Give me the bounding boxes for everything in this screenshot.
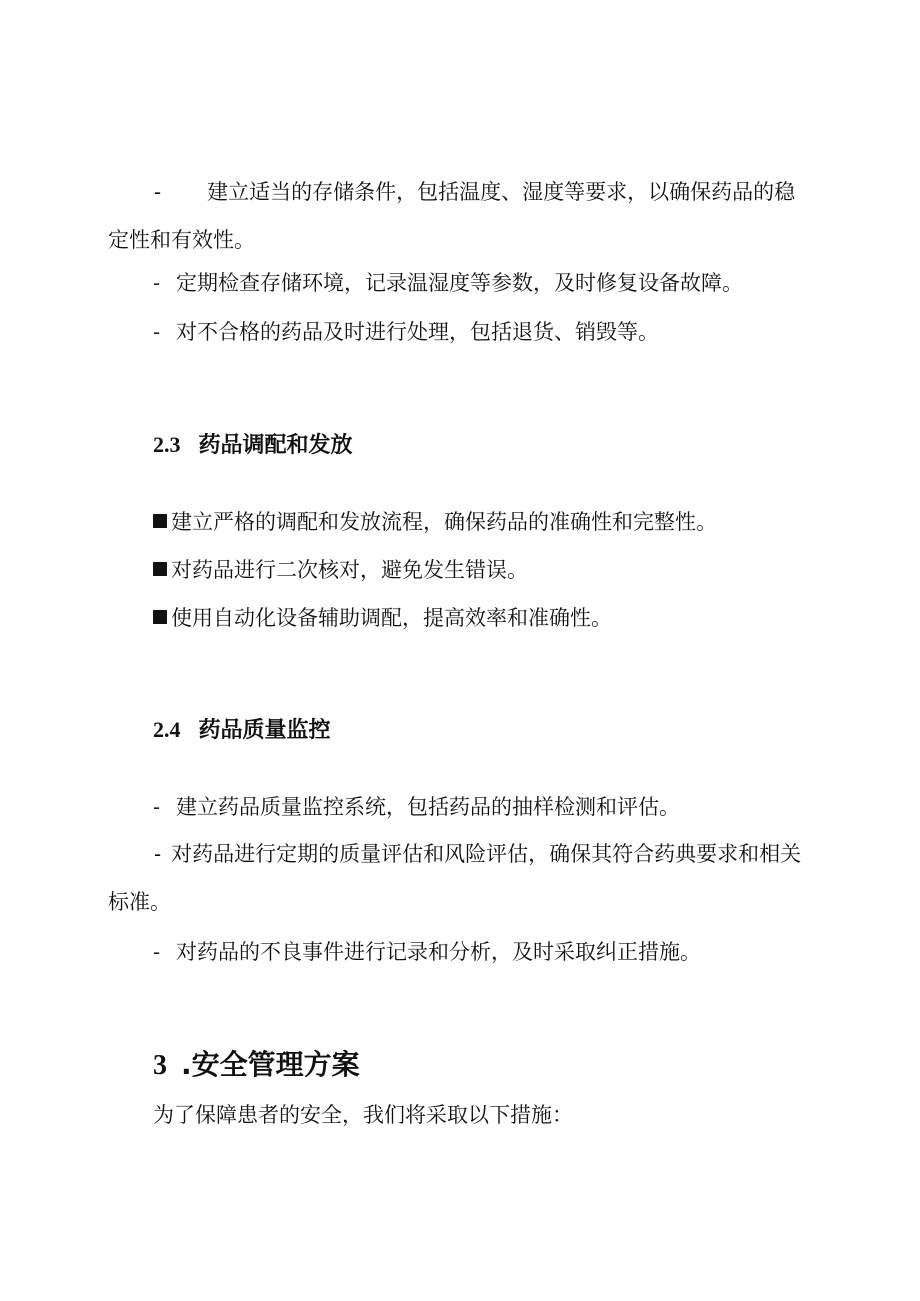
list-item: [153, 512, 717, 533]
square-bullet-icon: [153, 610, 167, 624]
risk-assessment-text: 对药品进行定期的质量评估和风险评估，确保其符合药典要求和相关标准。: [108, 842, 802, 914]
dash-marker: -: [154, 180, 162, 204]
storage-conditions-item: [108, 168, 808, 264]
square-bullet-icon: [153, 514, 167, 528]
list-item: [153, 560, 528, 581]
section-title: .安全管理方案: [181, 1048, 360, 1081]
dash-marker: -: [153, 795, 161, 819]
list-item-text: 对药品进行二次核对，避免发生错误。: [171, 558, 528, 582]
list-item-text: 使用自动化设备辅助调配，提高效率和准确性。: [171, 606, 612, 630]
storage-conditions-text: 建立适当的存储条件，包括温度、湿度等要求，以确保药品的稳定性和有效性。: [108, 180, 796, 252]
section-intro: 为了保障患者的安全，我们将采取以下措施：: [153, 1103, 573, 1127]
check-environment-text: 定期检查存储环境，记录温湿度等参数，及时修复设备故障。: [176, 271, 743, 295]
quality-system-text: 建立药品质量监控系统，包括药品的抽样检测和评估。: [176, 795, 680, 819]
square-bullet-icon: [153, 562, 167, 576]
section-title: 药品调配和发放: [198, 433, 353, 458]
adverse-events-text: 对药品的不良事件进行记录和分析，及时采取纠正措施。: [176, 940, 701, 964]
section-number: 2.3: [153, 432, 181, 457]
section-number: 2.4: [153, 717, 181, 742]
check-environment-item: [153, 273, 743, 294]
dash-marker: -: [154, 842, 162, 866]
quality-system-item: [153, 797, 680, 818]
nonconforming-text: 对不合格的药品及时进行处理，包括退货、销毁等。: [176, 320, 659, 344]
nonconforming-item: [153, 322, 659, 343]
list-item-text: 建立严格的调配和发放流程，确保药品的准确性和完整性。: [171, 510, 717, 534]
dash-marker: -: [153, 320, 161, 344]
section-heading-2-3: [153, 428, 353, 459]
dash-marker: -: [153, 940, 161, 964]
adverse-events-item: [153, 942, 701, 963]
section-number: 3: [153, 1050, 167, 1081]
section-heading-2-4: [153, 713, 331, 744]
list-item: [153, 608, 612, 629]
section-heading-3: [153, 1043, 360, 1083]
dash-marker: -: [153, 271, 161, 295]
section-title: 药品质量监控: [198, 718, 331, 743]
risk-assessment-item: [108, 830, 808, 926]
